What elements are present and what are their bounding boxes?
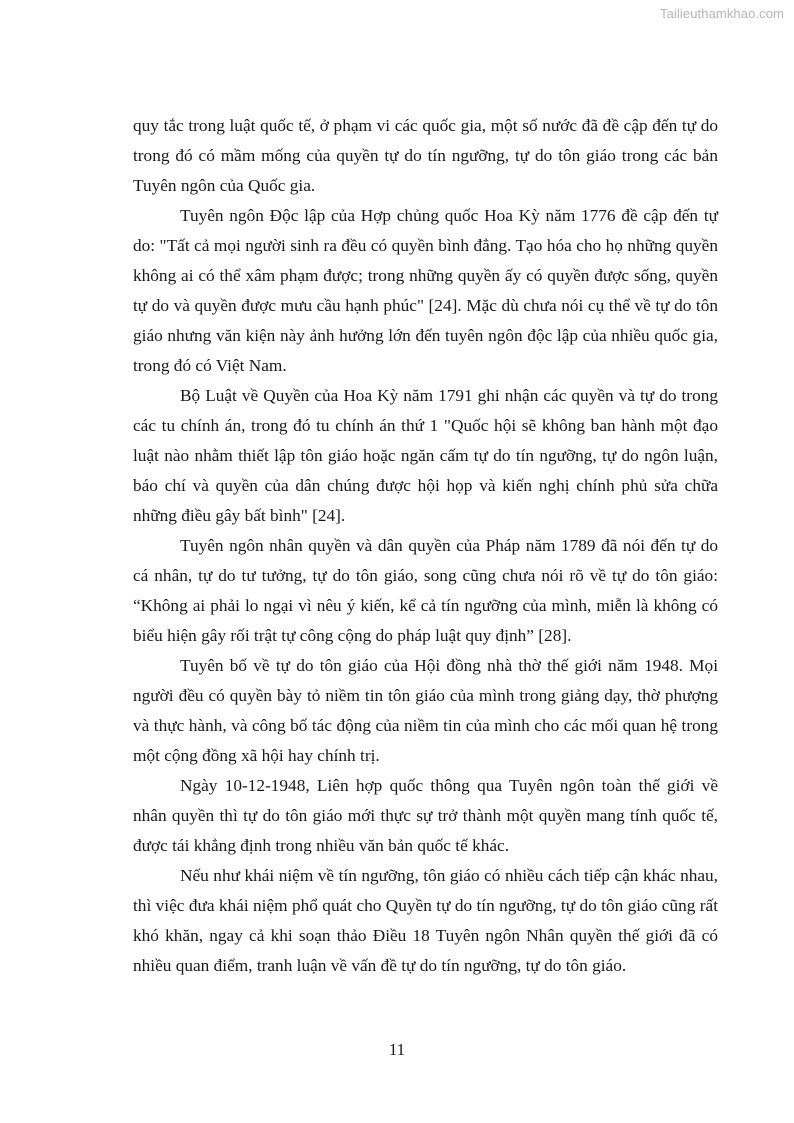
paragraph-continuation: quy tắc trong luật quốc tế, ở phạm vi các quốc gia, một số nước đã đề cập đến tự do trong đó có mầm mống của quyền tự do tín ngưỡng, tự do tôn giáo trong các bản Tuyên ngôn của Quốc gia.	[133, 116, 718, 195]
paragraph-un-declaration: Ngày 10-12-1948, Liên hợp quốc thông qua Tuyên ngôn toàn thế giới về nhân quyền thì tự do tôn giáo mới thực sự trở thành một quyền mang tính quốc tế, được tái khẳng định trong nhiều văn bản quốc tế khác.	[133, 776, 718, 855]
paragraph-concept-freedom: Nếu như khái niệm về tín ngưỡng, tôn giáo có nhiều cách tiếp cận khác nhau, thì việc đưa khái niệm phổ quát cho Quyền tự do tín ngưỡng, tự do tôn giáo cũng rất khó khăn, ngay cả khi soạn thảo Điều 18 Tuyên ngôn Nhân quyền thế giới đã có nhiều quan điểm, tranh luận về vấn đề tự do tín ngưỡng, tự do tôn giáo.	[133, 866, 718, 975]
paragraph-bill-of-rights: Bộ Luật về Quyền của Hoa Kỳ năm 1791 ghi nhận các quyền và tự do trong các tu chính án, trong đó tu chính án thứ 1 "Quốc hội sẽ không ban hành một đạo luật nào nhằm thiết lập tôn giáo hoặc ngăn cấm tự do tín ngưỡng, tự do ngôn luận, báo chí và quyền của dân chúng được hội họp và kiến nghị chính phủ sửa chữa những điều gây bất bình" [24].	[133, 386, 718, 525]
paragraph-world-council-churches: Tuyên bố về tự do tôn giáo của Hội đồng nhà thờ thế giới năm 1948. Mọi người đều có quyền bày tỏ niềm tin tôn giáo của mình trong giảng dạy, thờ phượng và thực hành, và công bố tác động của niềm tin của mình cho các mối quan hệ trong một cộng đồng xã hội hay chính trị.	[133, 656, 718, 765]
paragraph-us-declaration: Tuyên ngôn Độc lập của Hợp chủng quốc Hoa Kỳ năm 1776 đề cập đến tự do: "Tất cả mọi người sinh ra đều có quyền bình đẳng. Tạo hóa cho họ những quyền không ai có thể xâm phạm được; trong những quyền ấy có quyền được sống, quyền tự do và quyền được mưu cầu hạnh phúc" [24]. Mặc dù chưa nói cụ thể về tự do tôn giáo nhưng văn kiện này ảnh hưởng lớn đến tuyên ngôn độc lập của nhiều quốc gia, trong đó có Việt Nam.	[133, 206, 718, 375]
page-number: 11	[388, 1040, 406, 1059]
document-body	[133, 111, 718, 981]
paragraph-french-declaration: Tuyên ngôn nhân quyền và dân quyền của Pháp năm 1789 đã nói đến tự do cá nhân, tự do tư tưởng, tự do tôn giáo, song cũng chưa nói rõ về tự do tôn giáo: “Không ai phải lo ngại vì nêu ý kiến, kể cả tín ngưỡng của mình, miễn là không có biểu hiện gây rối trật tự công cộng do pháp luật quy định” [28].	[133, 536, 718, 645]
watermark-text: Tailieuthamkhao.com	[659, 6, 784, 21]
